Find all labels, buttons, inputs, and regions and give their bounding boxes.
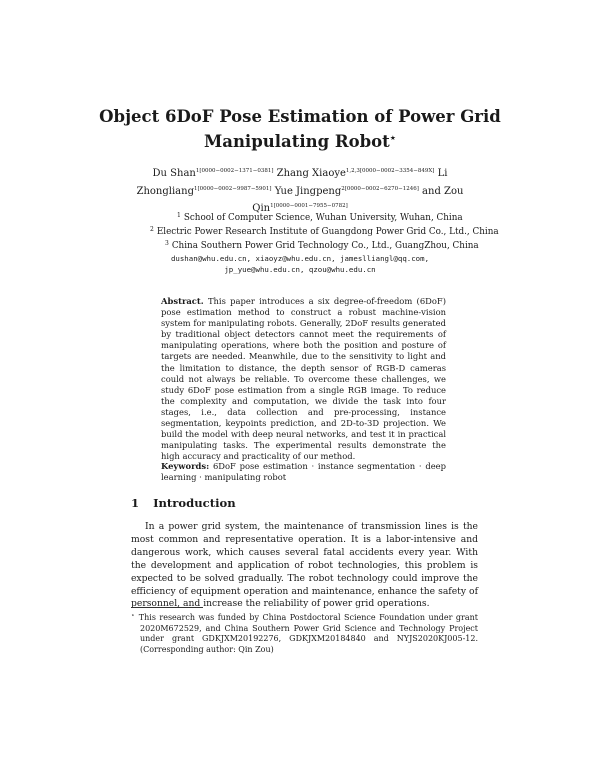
paper-title bbox=[0, 106, 600, 153]
affiliation-1 bbox=[150, 210, 470, 224]
abstract-label: Abstract. bbox=[161, 296, 204, 306]
footnote-text: This research was funded by China Postdoctoral Science Foundation under grant 2020M672529, and China Southern Power Grid Science and Technology Project under grant GDKJXM20192276, GDKJXM20184840 and NYJS2020KJ005-12. (Corresponding author: Qin Zou) bbox=[138, 613, 478, 654]
footnote bbox=[131, 611, 478, 655]
abstract bbox=[161, 296, 446, 462]
email-list bbox=[150, 253, 450, 275]
author-orcid: 1[0000−0002−9987−5901] bbox=[193, 185, 272, 192]
author-name: Zhang Xiaoye bbox=[276, 168, 346, 179]
affiliations bbox=[150, 210, 499, 252]
author-orcid: 1[0000−0001−7955−0782] bbox=[270, 203, 348, 209]
title-footnote-mark: ⋆ bbox=[389, 133, 397, 144]
keywords-label: Keywords: bbox=[161, 461, 210, 471]
footnote-rule bbox=[131, 607, 203, 608]
affiliation-text: China Southern Power Grid Technology Co., Ltd., GuangZhou, China bbox=[171, 241, 479, 251]
keywords-text: 6DoF pose estimation · instance segmentation · deep learning · manipulating robot bbox=[161, 461, 446, 483]
author-name: Zou Qin bbox=[252, 185, 464, 214]
affiliation-text: Electric Power Research Institute of Guangdong Power Grid Co., Ltd., China bbox=[156, 227, 499, 237]
email-line-2: jp_yue@whu.edu.cn, qzou@whu.edu.cn bbox=[224, 265, 376, 274]
section-title: Introduction bbox=[153, 496, 236, 510]
intro-paragraph: In a power grid system, the maintenance of transmission lines is the most common and representative operation. It is a labor-intensive and dangerous work, which causes several fatal accidents every year. With the development and application of robot technologies, this problem is expected to be solved gradually. The robot technology could improve the efficiency of equipment operation and maintenance, enhance the safety of personnel, and increase the reliability of power grid operations. bbox=[131, 521, 478, 610]
abstract-text: This paper introduces a six degree-of-freedom (6DoF) pose estimation method to construct a robust machine-vision system for manipulating robots. Generally, 2DoF results generated by traditional object detectors cannot meet the requirements of manipulating operations, where both the position and posture of targets are needed. Meanwhile, due to the sensitivity to light and the limitation to distance, the depth sensor of RGB-D cameras could not always be reliable. To overcome these challenges, we study 6DoF pose estimation from a single RGB image. To reduce the complexity and computation, we divide the task into four stages, i.e., data collection and pre-processing, instance segmentation, keypoints prediction, and 2D-to-3D projection. We build the model with deep neural networks, and test it in practical manipulating tasks. The experimental results demonstrate the high accuracy and practicality of our method. bbox=[161, 296, 446, 462]
affiliation-mark: 2 bbox=[150, 226, 154, 233]
section-number: 1 bbox=[131, 496, 140, 510]
affiliation-mark: 1 bbox=[177, 212, 181, 219]
author-list bbox=[100, 164, 500, 217]
affiliation-mark: 3 bbox=[165, 240, 169, 247]
affiliation-text: School of Computer Science, Wuhan University, Wuhan, China bbox=[183, 213, 463, 223]
author-name: Yue Jingpeng bbox=[274, 185, 342, 197]
section-heading bbox=[131, 496, 236, 510]
title-line-1: Object 6DoF Pose Estimation of Power Grid bbox=[99, 107, 501, 126]
author-name: Du Shan bbox=[152, 168, 196, 179]
keywords bbox=[161, 461, 446, 483]
title-line-2-text: Manipulating Robot bbox=[203, 132, 390, 151]
author-conjunction: and bbox=[422, 185, 441, 197]
email-line-1: dushan@whu.edu.cn, xiaoyz@whu.edu.cn, jameslliangl@qq.com, bbox=[170, 254, 430, 263]
author-orcid: 1,2,3[0000−0002−3354−849X] bbox=[345, 168, 435, 174]
footnote-mark: ⋆ bbox=[131, 612, 135, 619]
affiliation-2 bbox=[150, 224, 499, 238]
author-orcid: 2[0000−0002−6270−1246] bbox=[341, 185, 419, 192]
title-line-2 bbox=[0, 128, 600, 153]
affiliation-3 bbox=[150, 238, 479, 252]
author-name: Li Zhongliang bbox=[136, 168, 448, 197]
author-orcid: 1[0000−0002−1371−0381] bbox=[195, 168, 274, 174]
